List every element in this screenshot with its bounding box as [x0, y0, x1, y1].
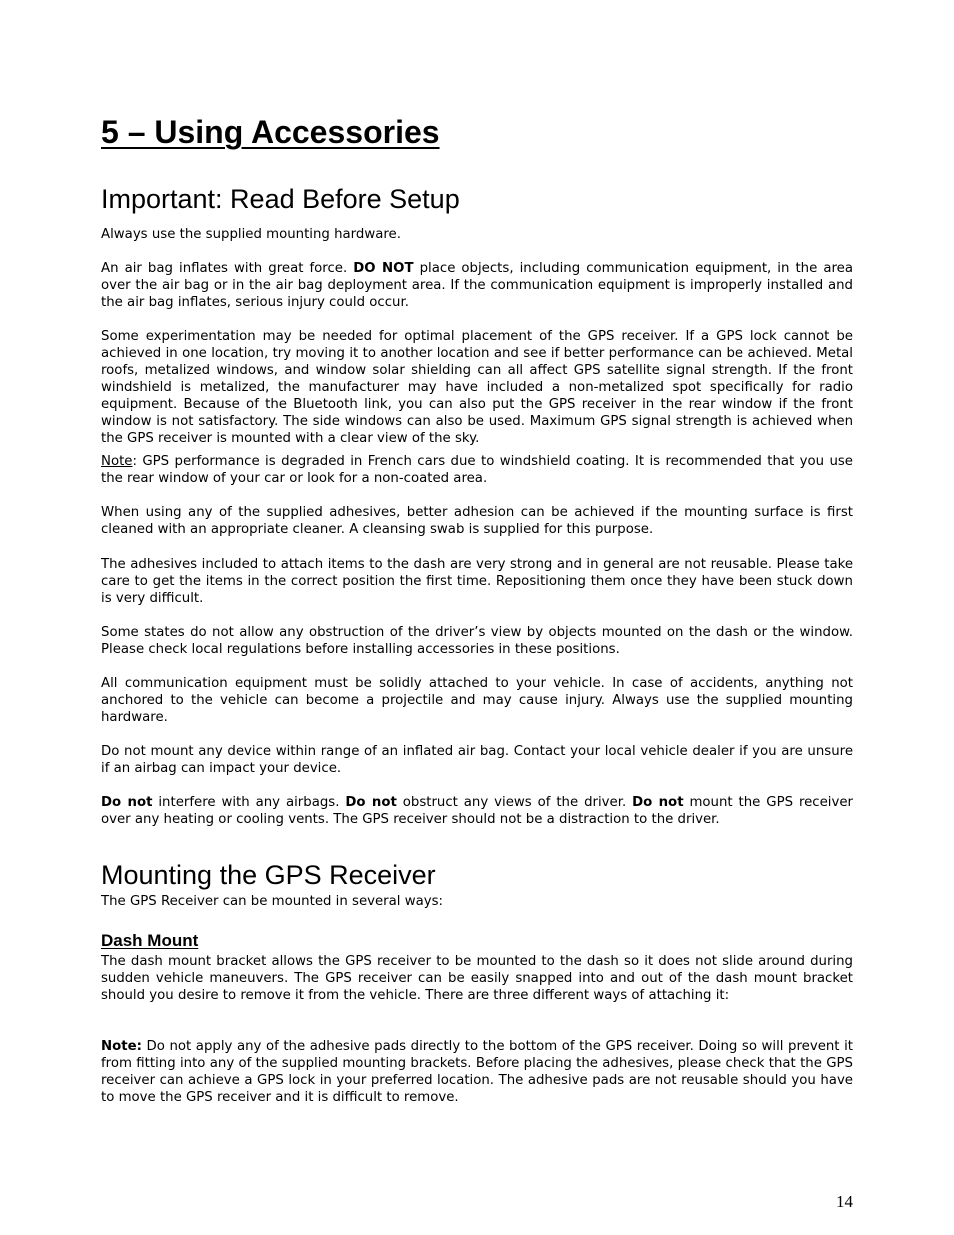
paragraph-state-regulations: Some states do not allow any obstruction of the driver’s view by objects mounted on the dash or the window. Please check local regulations before installing accessories in these positions. [101, 625, 853, 657]
paragraph-adhesive-pads-note: Note: Do not apply any of the adhesive pads directly to the bottom of the GPS receiver. Doing so will prevent it from fitting into any of the supplied mounting brackets. Before placing the adhesives, please check that the GPS receiver can achieve a GPS lock in your preferred location. The adhesive pads are not reusable should you have to move the GPS receiver and it is difficult to remove. [101, 1039, 853, 1105]
chapter-title: 5 – Using Accessories [101, 114, 440, 150]
paragraph-mounting-hardware: Always use the supplied mounting hardware. [101, 227, 401, 242]
paragraph-do-not-warnings: Do not interfere with any airbags. Do not obstruct any views of the driver. Do not mount the GPS receiver over any heating or cooling vents. The GPS receiver should not be a distraction to the driver. [101, 795, 854, 827]
note-label: Note [101, 454, 133, 469]
paragraph-french-cars-note: Note: GPS performance is degraded in French cars due to windshield coating. It is recommended that you use the rear window of your car or look for a non-coated area. [101, 454, 853, 486]
paragraph-placement-experimentation: Some experimentation may be needed for optimal placement of the GPS receiver. If a GPS lock cannot be achieved in one location, try moving it to another location and see if better performance can be achieved. Metal roofs, metalized windows, and window solar shielding can all affect GPS satellite signal strength. If the front windshield is metalized, the manufacturer may have included a non-metalized spot specifically for radio equipment. Because of the Bluetooth link, you can also put the GPS receiver in the rear window if the front window is not satisfactory. The side windows can also be used. Maximum GPS signal strength is achieved when the GPS receiver is mounted with a clear view of the sky. [101, 329, 853, 446]
paragraph-inflated-air-bag: Do not mount any device within range of an inflated air bag. Contact your local vehicle dealer if you are unsure if an airbag can impact your device. [101, 744, 853, 776]
paragraph-dash-mount-bracket: The dash mount bracket allows the GPS receiver to be mounted to the dash so it does not slide around during sudden vehicle maneuvers. The GPS receiver can be easily snapped into and out of the dash mount bracket should you desire to remove it from the vehicle. There are three different ways of attaching it: [101, 954, 853, 1003]
paragraph-solid-attachment: All communication equipment must be solidly attached to your vehicle. In case of accidents, anything not anchored to the vehicle can become a projectile and may cause injury. Always use the supplied mounting hardware. [101, 676, 853, 725]
emphasis-do-not: DO NOT [353, 261, 414, 276]
note-label-bold: Note: [101, 1039, 142, 1054]
page-number: 14 [836, 1192, 853, 1211]
paragraph-mounting-intro: The GPS Receiver can be mounted in several ways: [101, 894, 444, 909]
section-title-mounting: Mounting the GPS Receiver [101, 860, 436, 890]
paragraph-adhesion-cleaning: When using any of the supplied adhesives, better adhesion can be achieved if the mounting surface is first cleaned with an appropriate cleaner. A cleansing swab is supplied for this purpose. [101, 505, 853, 537]
paragraph-air-bag-force: An air bag inflates with great force. DO NOT place objects, including communication equipment, in the area over the air bag or in the air bag deployment area. If the communication equipment is improperly installed and the air bag inflates, serious injury could occur. [101, 261, 853, 310]
subsection-title-dash-mount: Dash Mount [101, 931, 199, 950]
paragraph-adhesives-strong: The adhesives included to attach items to the dash are very strong and in general are not reusable. Please take care to get the items in the correct position the first time. Repositioning them once they have been stuck down is very difficult. [101, 557, 853, 606]
section-title-setup: Important: Read Before Setup [101, 184, 460, 214]
